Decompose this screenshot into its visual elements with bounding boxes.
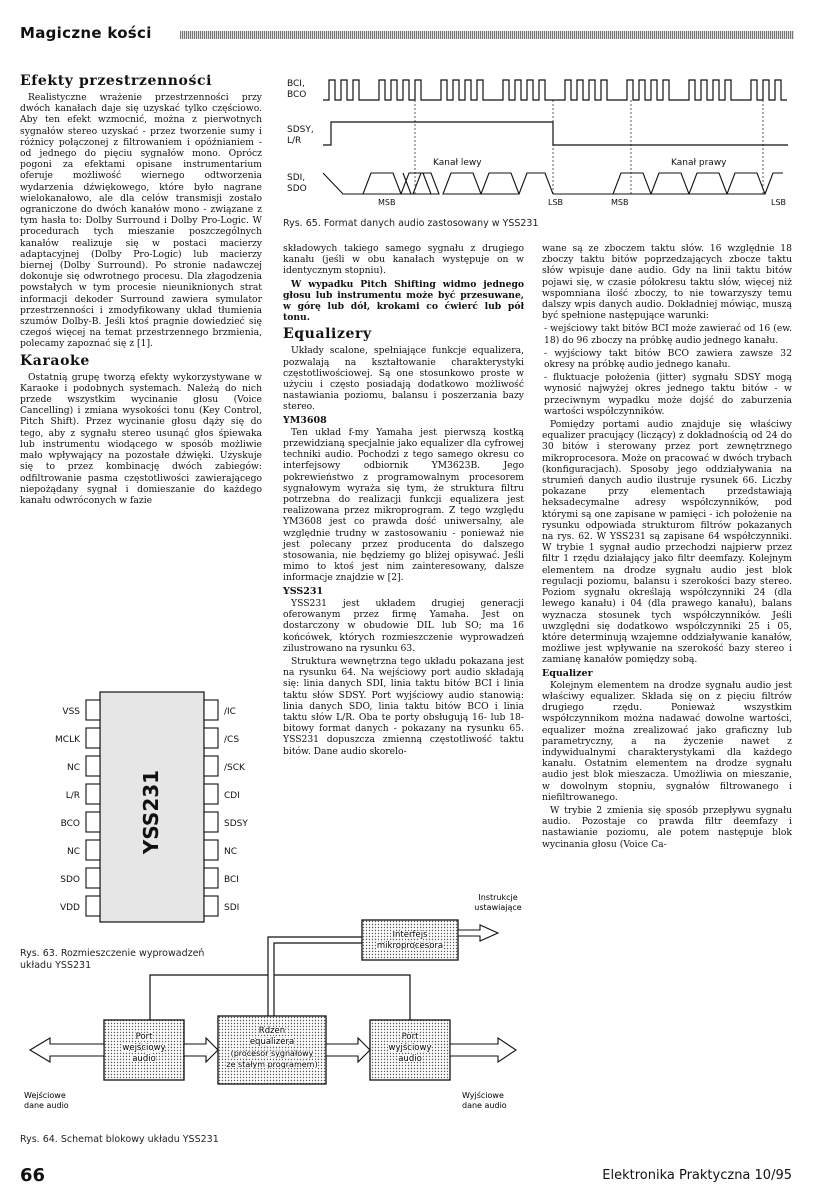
label-right-channel: Kanał prawy (671, 158, 727, 168)
core-to-port-arrow (326, 1038, 370, 1062)
pin-12 (204, 812, 218, 832)
bit-clock-waveform (323, 80, 787, 100)
label-msb-2: MSB (611, 198, 629, 207)
pin-10 (204, 868, 218, 888)
label-lsb-1: LSB (548, 198, 564, 207)
pin-13 (204, 784, 218, 804)
pin-4 (86, 784, 100, 804)
mcu-to-core-line (268, 937, 362, 1020)
pin-label: VDD (59, 903, 80, 913)
figure-64-caption: Rys. 64. Schemat blokowy układu YSS231 (20, 1134, 219, 1145)
figure-65-timing-diagram (283, 70, 793, 218)
pin-label: /SCK (224, 763, 245, 773)
port-to-core-arrow (184, 1038, 218, 1062)
instr-label-1: Instrukcje (478, 893, 518, 902)
eq-label-1: Rdzeń (258, 1026, 286, 1036)
pin-label: NC (224, 847, 238, 857)
pin-label: SDI (224, 903, 240, 913)
column-1 (20, 70, 262, 508)
out-data-label-1: Wyjściowe (462, 1091, 504, 1100)
heading-karaoke: Karaoke (20, 352, 90, 369)
out-port-label-3: audio (398, 1054, 422, 1064)
word-clock-waveform (323, 122, 788, 145)
heading-ym3608: YM3608 (283, 414, 327, 426)
paragraph: YSS231 jest układem drugiej generacji oferowanym przez firmę Yamaha. Jest on dostarczony w obudowie DIL lub SO; ma 16 końcówek, których rozmieszczenie wyprowadzeń zilustrowano na rysunku 63. (283, 597, 524, 654)
label-bco: BCO (287, 90, 307, 100)
mcu-to-ports-line (150, 975, 410, 1020)
caption-line: Rys. 63. Rozmieszczenie wyprowadzeń (20, 948, 205, 959)
pin-label: BCI (224, 875, 239, 885)
left-pins (55, 700, 100, 916)
page-header (20, 24, 794, 48)
heading-yss231: YSS231 (283, 585, 324, 597)
pin-2 (86, 728, 100, 748)
heading-equalizer: Equalizer (542, 667, 593, 679)
bullet-item: - wyjściowy takt bitów BCO zawiera zawsze 32 okresy na próbkę audio jednego kanału. (544, 347, 792, 371)
label-lsb-2: LSB (771, 198, 787, 207)
iface-label-1: Interfejs (392, 930, 428, 940)
label-sdsy: SDSY, (287, 125, 314, 135)
heading-efekty: Efekty przestrzenności (20, 73, 213, 89)
pin-5 (86, 812, 100, 832)
paragraph: Ostatnią grupę tworzą efekty wykorzystywane w Karaoke i podobnych systemach. Należą do nich przede wszystkim wycinanie głosu (Voice Cancelling) i zmiana wysokości tonu (Key Control, Pitch Shift). Przez wycinanie głosu dąży się do tego, aby z sygnału stereo usunąć głos śpiewaka lub instrumentu wiodącego w sposób możliwie mało wpływający na pozostałe dźwięki. Uzyskuje się to przez kombinację dwóch zabiegów: odfiltrowanie pasma częstotliwości zawierającego niepożądany sygnał i domieszanie do każdego kanału odwróconych w fazie (20, 371, 262, 506)
pin-11 (204, 840, 218, 860)
label-msb-1: MSB (378, 198, 396, 207)
label-sdi: SDI, (287, 173, 306, 183)
pin-16 (204, 700, 218, 720)
paragraph: Kolejnym elementem na drodze sygnału audio jest właściwy equalizer. Składa się on z pięciu filtrów drugiego rzędu. Ponieważ wszystkim współczynnikom można nadawać dowolne wartości, equalizer można zrealizować jako graficzny lub parametryczny, a na życzenie nawet z indywidualnymi charakterystykami dla każdego kanału. Ostatnim elementem na drodze sygnału audio jest blok mieszacza. Umożliwia on mieszanie, w dowolnym stopniu, sygnałów filtrowanego i niefiltrowanego. (542, 679, 792, 803)
timing-guides (415, 100, 763, 195)
out-port-label-2: wyjściowy (388, 1043, 432, 1053)
pin-6 (86, 840, 100, 860)
pin-label: MCLK (55, 735, 80, 745)
section-title: Magiczne kości (20, 24, 152, 42)
label-left-channel: Kanał lewy (433, 158, 482, 168)
pin-15 (204, 728, 218, 748)
input-arrow (30, 1038, 104, 1062)
instr-arrow (458, 925, 498, 941)
paragraph: W trybie 2 zmienia się sposób przepływu sygnału audio. Pozostaje co prawda filtr deemfazy i nastawianie poziomu, ale potem następuje blok wycinania głosu (Voice Ca- (542, 804, 792, 850)
in-port-label-1: Port (135, 1032, 153, 1042)
instr-label-2: ustawiające (474, 903, 522, 912)
pin-label: SDO (60, 875, 80, 885)
out-data-label-2: dane audio (462, 1101, 507, 1110)
pin-label: L/R (65, 791, 80, 801)
label-bci: BCI, (287, 79, 305, 89)
in-data-label-2: dane audio (24, 1101, 69, 1110)
column-3 (542, 243, 792, 852)
header-rule (180, 31, 794, 39)
pin-14 (204, 756, 218, 776)
paragraph: Realistyczne wrażenie przestrzenności przy dwóch kanałach daje się uzyskać tylko częściowo. Aby ten efekt wzmocnić, można z pierwotnych sygnałów stereo uzyskać - przez tworzenie sumy i różnicy połączonej z filtrowaniem i opóźnianiem - od jednego do pięciu sygnałów mono. Oprócz pogoni za efektami opisane instrumentarium oferuje możliwość wiernego odtworzenia wydarzenia dźwiękowego, które było nagrane wielokanałowo, ale dla celów transmisji zostało ograniczone do dwóch kanałów mono - związane z tym hasła to: Dolby Surround i Dolby Pro-Logic. W procedurach tych mieszanie poszczególnych kanałów realizuje się w postaci macierzy adaptacyjnej (Dolby Pro-Logic) lub macierzy biernej (Dolby Surround). Po stronie nadawczej dokonuje się odwrotnego procesu. Dla złagodzenia powstałych w tym procesie nieuniknionych strat informacji dekoder Surround zawiera symulator przestrzenności i zmodyfikowany układ tłumienia szumów Dolby-B. Jeśli ktoś pragnie dowiedzieć się czegoś więcej na temat przestrzennego brzmienia, polecamy zapoznać się z [1]. (20, 92, 262, 350)
magazine-issue: Elektronika Praktyczna 10/95 (602, 1168, 792, 1183)
pin-3 (86, 756, 100, 776)
pin-7 (86, 868, 100, 888)
eq-label-4: ze stałym programem) (226, 1060, 318, 1069)
heading-equalizery: Equalizery (283, 326, 372, 343)
figure-65-caption: Rys. 65. Format danych audio zastosowany w YSS231 (283, 218, 539, 229)
pin-label: BCO (60, 819, 80, 829)
pin-label: NC (66, 847, 80, 857)
pin-label: CDI (224, 791, 240, 801)
out-port-label-1: Port (401, 1032, 419, 1042)
in-port-label-2: wejściowy (122, 1043, 166, 1053)
eq-label-3: (procesor sygnałowy (230, 1049, 314, 1058)
pin-label: SDSY (224, 819, 248, 829)
bullet-item: - wejściowy takt bitów BCI może zawierać od 16 (ew. 18) do 96 zboczy na próbkę audio jednego kanału. (544, 323, 792, 346)
page-number: 66 (20, 1165, 46, 1186)
paragraph: Struktura wewnętrzna tego układu pokazana jest na rysunku 64. Na wejściowy port audio składają się: linia danych SDI, linia taktu bitów BCI i linia taktu słów SDSY. Port wyjściowy audio stanowią: linia danych SDO, linia taktu bitów BCO i linia taktu słów L/R. Oba te porty obsługują 16- lub 18-bitowy format danych - pokazany na rysunku 65. YSS231 dopuszcza zmienną częstotliwość taktu bitów. Dane audio skorelo- (283, 655, 524, 757)
right-pins (204, 700, 248, 916)
pin-label: /IC (224, 707, 236, 717)
iface-label-2: mikroprocesora (376, 941, 444, 951)
caption-line: układu YSS231 (20, 960, 92, 971)
in-port-label-3: audio (132, 1054, 156, 1064)
paragraph: Układy scalone, spełniające funkcje equalizera, pozwalają na kształtowanie charakterystyki częstotliwościowej. Są one stosunkowo proste w użyciu i często posiadają dodatkowo możliwość nastawiania poziomu, balansu i poszerzania bazy stereo. (283, 345, 524, 413)
mcu-interface-block (362, 920, 458, 960)
bullet-item: - fluktuacje położenia (jitter) sygnału SDSY mogą wynosić najwyżej okres jednego taktu bitów - w przeciwnym wypadku może dojść do zaburzenia wartości współczynników. (544, 372, 792, 417)
paragraph: W wypadku Pitch Shifting widmo jednego głosu lub instrumentu może być przesuwane, w górę lub dół, krokami co ćwierć lub pół tonu. (283, 278, 524, 324)
pin-1 (86, 700, 100, 720)
figure-64-block-diagram (20, 890, 530, 1142)
in-data-label-1: Wejściowe (24, 1091, 66, 1100)
eq-label-2: equalizera (249, 1037, 295, 1047)
pin-label: VSS (62, 707, 80, 717)
paragraph: Pomiędzy portami audio znajduje się właściwy equalizer pracujący (liczący) z dokładnością od 24 do 30 bitów i sterowany przez port zewnętrznego mikroprocesora. Może on pracować w dwóch trybach (konfiguracjach). Sposoby jego oddziaływania na strumień danych audio ilustruje rysunek 66. Liczby pokazane przy elementach przedstawiają heksadecymalne adresy współczynników, pod którymi są one zapisane w pamięci - ich położenie na rysunku odpowiada strukturom filtrów pokazanych na rys. 62. W YSS231 są zapisane 64 współczynniki. W trybie 1 sygnał audio przechodzi najpierw przez filtr 1 rzędu działający jako filtr deemfazy. Kolejnym elementem na drodze sygnału audio jest blok regulacji poziomu, balansu i szerokości bazy stereo. Poziom sygnału określają współczynniki 24 (dla lewego kanału) i 04 (dla prawego kanału), balans wyznacza stosunek tych współczynników. Jeśli uwzględni się dodatkowo współczynniki 25 i 05, które determinują wzajemne oddziaływanie kanałów, możliwe jest wpływanie na szerokość bazy stereo i zamianę kanałów pomiędzy sobą. (542, 419, 792, 666)
paragraph: składowych takiego samego sygnału z drugiego kanału (jeśli w obu kanałach występuje on w identycznym stopniu). (283, 243, 524, 277)
chip-name: YSS231 (139, 769, 163, 855)
label-lr: L/R (287, 136, 302, 146)
pin-label: NC (66, 763, 80, 773)
pin-label: /CS (224, 735, 240, 745)
paragraph: wane są ze zboczem taktu słów. 16 względnie 18 zboczy taktu bitów poprzedzających zbocze taktu słów wpisuje dane audio. Gdy na linii taktu bitów pojawi się, w czasie półokresu taktu słów, więcej niż wspomniana ilość zboczy, to nie towarzyszy temu dalszy wpis danych audio. Dokładniej mówiąc, muszą być spełnione następujące warunki: (542, 243, 792, 322)
label-sdo: SDO (287, 184, 307, 194)
column-2 (283, 243, 524, 759)
output-arrow (450, 1038, 516, 1062)
paragraph: Ten układ f-my Yamaha jest pierwszą kostką przewidzianą specjalnie jako equalizer dla cyfrowej techniki audio. Pochodzi z tego samego okresu co interfejsowy odbiornik YM3623B. Jego pokrewieństwo z programowalnym procesorem sygnałowym wyraża się tym, że struktura filtru potrzebna do realizacji funkcji equalizera jest realizowana przez mikroprogram. Z tego względu YM3608 jest co prawda dość uniwersalny, ale względnie trudny w zastosowaniu - ponieważ nie jest polecany przez producenta do dalszego stosowania, nie będziemy go bliżej opisywać. Jeśli mimo to ktoś jest nim zainteresowany, dalsze informacje znajdzie w [2]. (283, 426, 524, 584)
